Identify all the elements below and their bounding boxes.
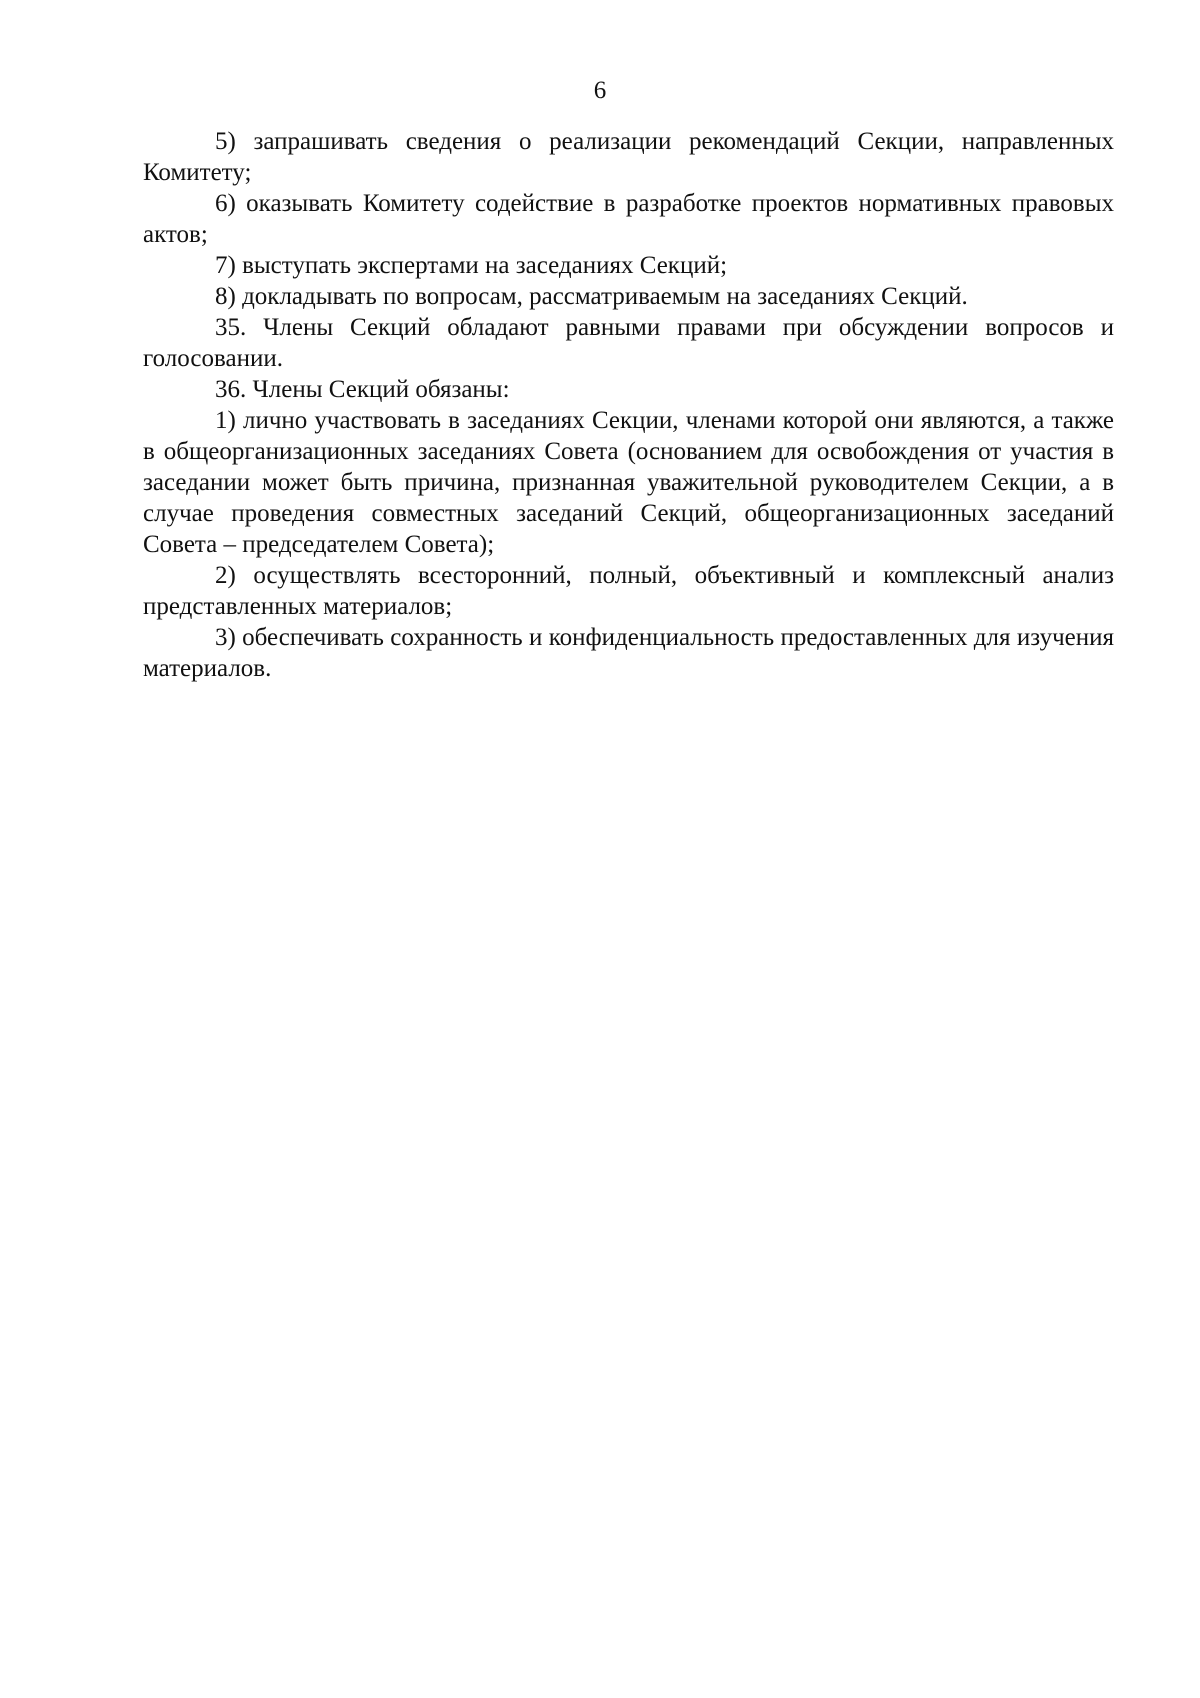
page-number: 6 xyxy=(593,77,607,104)
document-body xyxy=(143,126,1114,684)
paragraph-item-7: 7) выступать экспертами на заседаниях Секций; xyxy=(215,252,728,279)
paragraph-duty-3: 3) обеспечивать сохранность и конфиденциальность предоставленных для изучения материалов. xyxy=(143,624,1114,682)
paragraph-item-6: 6) оказывать Комитету содействие в разработке проектов нормативных правовых актов; xyxy=(143,190,1114,248)
paragraph-clause-35: 35. Члены Секций обладают равными правами при обсуждении вопросов и голосовании. xyxy=(143,314,1114,372)
paragraph-item-8: 8) докладывать по вопросам, рассматриваемым на заседаниях Секций. xyxy=(215,283,968,310)
paragraph-clause-36: 36. Члены Секций обязаны: xyxy=(215,376,510,403)
paragraph-item-5: 5) запрашивать сведения о реализации рекомендаций Секции, направленных Комитету; xyxy=(143,128,1114,186)
paragraph-duty-1: 1) лично участвовать в заседаниях Секции, членами которой они являются, а также в общеорганизационных заседаниях Совета (основанием для освобождения от участия в заседании может быть причина, признанная уважительной руководителем Секции, а в случае проведения совместных заседаний Секций, общеорганизационных заседаний Совета – председателем Совета); xyxy=(143,407,1114,558)
paragraph-duty-2: 2) осуществлять всесторонний, полный, объективный и комплексный анализ представленных материалов; xyxy=(143,562,1114,620)
